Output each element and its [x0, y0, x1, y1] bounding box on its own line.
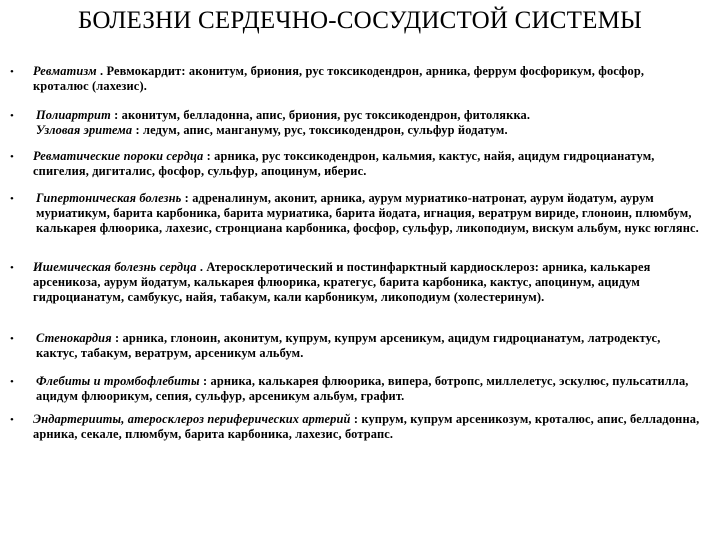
disease-term: Эндартерииты, атеросклероз периферических артерий — [33, 412, 351, 426]
disease-term-secondary: Узловая эритема — [36, 123, 133, 137]
disease-term: Стенокардия — [36, 331, 112, 345]
bullet-icon: • — [10, 151, 14, 163]
remedies-text: . Ревмокардит: аконитум, бриония, рус токсикодендрон, арника, феррум фосфорикум, фосфор, кроталюс (лахезис). — [33, 64, 645, 93]
remedies-text: : арника, рус токсикодендрон, кальмия, кактус, найя, ацидум гидроцианатум, спигелия, дигиталис, фосфор, сульфур, апоцинум, иберис. — [33, 149, 655, 178]
list-item-text — [33, 260, 701, 305]
list-item-text — [36, 191, 704, 236]
bullet-icon: • — [10, 376, 14, 388]
remedies-text: : арника, калькарея флюорика, випера, ботропс, миллелетус, эскулюс, пульсатилла, ацидум флюорикум, сепия, сульфур, арсеникум альбум, графит. — [36, 374, 689, 403]
list-item-text — [36, 108, 704, 138]
list-item-text — [33, 64, 701, 94]
list-item-text — [33, 412, 701, 442]
remedies-text: . Атеросклеротический и постинфарктный кардиосклероз: арника, калькарея арсеникоза, аурум йодатум, калькарея флюорика, кратегус, барита карбоника, кактус, апоцинум, ацидум гидроцианатум, самбукус, найя, табакум, кали карбоникум, ликоподиум (холестеринум). — [33, 260, 651, 304]
list-item-text — [33, 149, 701, 179]
bullet-icon: • — [10, 414, 14, 426]
bullet-icon: • — [10, 110, 14, 122]
remedies-text-secondary: : ледум, апис, мангануму, рус, токсикодендрон, сульфур йодатум. — [132, 123, 508, 137]
disease-term: Флебиты и тромбофлебиты — [36, 374, 200, 388]
bullet-icon: • — [10, 66, 14, 78]
disease-term: Полиартрит — [36, 108, 111, 122]
bullet-icon: • — [10, 333, 14, 345]
remedies-text: : аконитум, белладонна, апис, бриония, рус токсикодендрон, фитолякка. — [110, 108, 531, 122]
remedies-text: : арника, глоноин, аконитум, купрум, купрум арсеникум, ацидум гидроцианатум, латродектус, кактус, табакум, вератрум, арсеникум альбум. — [36, 331, 661, 360]
remedies-text: : купрум, купрум арсеникозум, кроталюс, апис, белладонна, арника, секале, плюмбум, барита карбоника, лахезис, ботрапс. — [33, 412, 700, 441]
list-item-text — [36, 374, 704, 404]
disease-term: Гипертоническая болезнь — [36, 191, 182, 205]
disease-term: Ишемическая болезнь сердца — [33, 260, 197, 274]
bullet-icon: • — [10, 262, 14, 274]
slide-title: БОЛЕЗНИ СЕРДЕЧНО-СОСУДИСТОЙ СИСТЕМЫ — [78, 7, 642, 34]
bullet-icon: • — [10, 193, 14, 205]
list-item-text — [36, 331, 704, 361]
disease-term: Ревматизм — [33, 64, 97, 78]
disease-term: Ревматические пороки сердца — [33, 149, 204, 163]
remedies-text: : адреналинум, аконит, арника, аурум муриатико-натронат, аурум йодатум, аурум муриатикум, барита карбоника, барита муриатика, барита йодата, игнация, вератрум вириде, глоноин, плюмбум, калькарея флюорика, лахезис, стронциана карбоника, фосфор, сульфур, ликоподиум, вискум альбум, нукс юглянс. — [36, 191, 699, 235]
